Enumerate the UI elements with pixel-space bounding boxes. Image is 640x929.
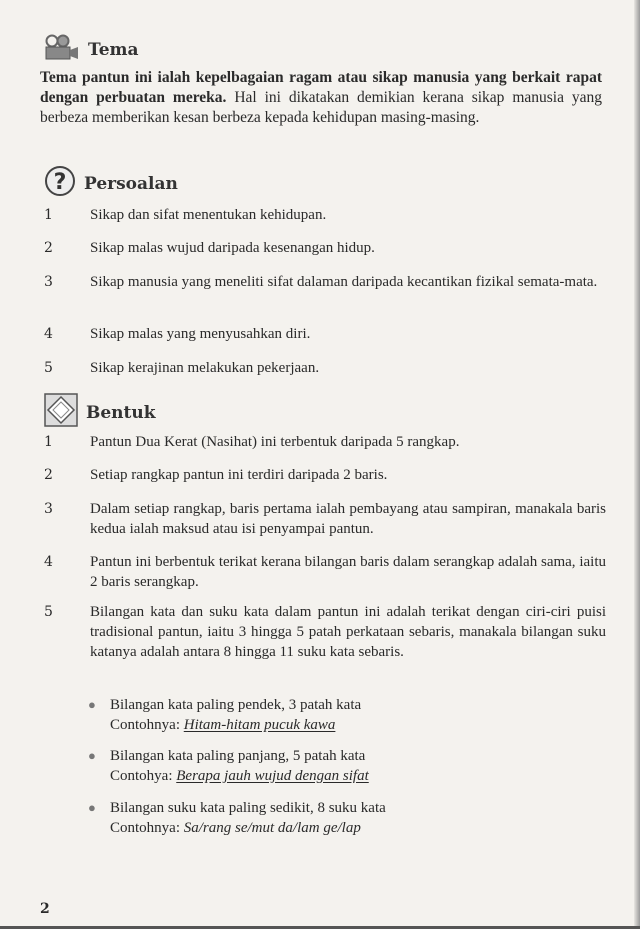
diamond-frame-icon <box>44 393 78 432</box>
item-number: 4 <box>44 326 53 342</box>
item-number: 3 <box>44 274 53 290</box>
persoalan-heading <box>44 165 178 202</box>
tema-lead: Tema pantun ini ialah kepelbagaian ragam atau sikap manusia yang berkait rapat dengan perbuatan mereka. <box>40 69 602 106</box>
example-text: Berapa jauh wujud dengan sifat <box>176 768 369 784</box>
item-number: 2 <box>44 240 53 256</box>
item-text: Sikap malas wujud daripada kesenangan hidup. <box>90 240 375 256</box>
item-number: 5 <box>44 604 53 620</box>
item-number: 4 <box>44 554 53 570</box>
bentuk-item <box>40 552 606 592</box>
example-text: Sa/rang se/mut da/lam ge/lap <box>183 820 361 836</box>
video-camera-icon <box>44 34 80 65</box>
bullet-dot-icon: ● <box>88 800 96 815</box>
item-text: Sikap kerajinan melakukan pekerjaan. <box>90 360 320 376</box>
tema-rest: Hal ini dikatakan demikian kerana sikap manusia yang berbeza memberikan kesan berbeza kepada kehidupan masing-masing. <box>40 89 602 126</box>
bentuk-heading <box>44 393 156 432</box>
item-number: 5 <box>44 360 53 376</box>
item-text: Dalam setiap rangkap, baris pertama ialah pembayang atau sampiran, manakala baris kedua ialah maksud atau isi penyampai pantun. <box>90 501 606 537</box>
bentuk-item <box>40 499 606 539</box>
persoalan-item <box>40 238 606 258</box>
bentuk-bullet <box>88 695 588 735</box>
item-text: Setiap rangkap pantun ini terdiri daripada 2 baris. <box>90 467 388 483</box>
bentuk-item <box>40 602 606 662</box>
bentuk-title: Bentuk <box>86 402 156 423</box>
bentuk-bullet <box>88 798 588 838</box>
bullet-line: Bilangan suku kata paling sedikit, 8 suku kata <box>110 800 386 816</box>
bullet-dot-icon: ● <box>88 748 96 763</box>
tema-paragraph <box>40 68 602 128</box>
persoalan-item <box>40 272 606 292</box>
tema-heading <box>44 34 139 65</box>
persoalan-item <box>40 205 606 225</box>
item-text: Sikap dan sifat menentukan kehidupan. <box>90 207 327 223</box>
page-number: 2 <box>40 901 50 917</box>
item-number: 3 <box>44 501 53 517</box>
question-mark-icon <box>44 165 76 202</box>
item-number: 2 <box>44 467 53 483</box>
persoalan-item <box>40 324 606 344</box>
bentuk-item <box>40 432 606 452</box>
bullet-dot-icon: ● <box>88 697 96 712</box>
example-label: Contohnya: <box>110 717 184 733</box>
bullet-line: Bilangan kata paling pendek, 3 patah kata <box>110 697 362 713</box>
bentuk-item <box>40 465 606 485</box>
item-text: Bilangan kata dan suku kata dalam pantun ini adalah terikat dengan ciri-ciri puisi tradisional pantun, iaitu 3 hingga 5 patah perkataan sebaris, manakala bilangan suku katanya adalah antara 8 hingga 11 suku kata sebaris. <box>90 604 606 660</box>
item-text: Pantun Dua Kerat (Nasihat) ini terbentuk daripada 5 rangkap. <box>90 434 460 450</box>
item-text: Sikap malas yang menyusahkan diri. <box>90 326 311 342</box>
example-label: Contohnya: <box>110 820 184 836</box>
persoalan-item <box>40 358 606 378</box>
item-text: Pantun ini berbentuk terikat kerana bilangan baris dalam serangkap adalah sama, iaitu 2 baris serangkap. <box>90 554 606 590</box>
bentuk-bullet <box>88 746 588 786</box>
item-text: Sikap manusia yang meneliti sifat dalaman daripada kecantikan fizikal semata-mata. <box>90 274 598 290</box>
bullet-line: Bilangan kata paling panjang, 5 patah kata <box>110 748 366 764</box>
example-text: Hitam-hitam pucuk kawa <box>183 717 336 733</box>
item-number: 1 <box>44 207 53 223</box>
example-label: Contohya: <box>110 768 177 784</box>
page-edge-shadow <box>634 0 640 929</box>
svg-text:?: ? <box>53 170 67 195</box>
item-number: 1 <box>44 434 53 450</box>
persoalan-title: Persoalan <box>84 173 178 194</box>
tema-title: Tema <box>88 39 139 60</box>
